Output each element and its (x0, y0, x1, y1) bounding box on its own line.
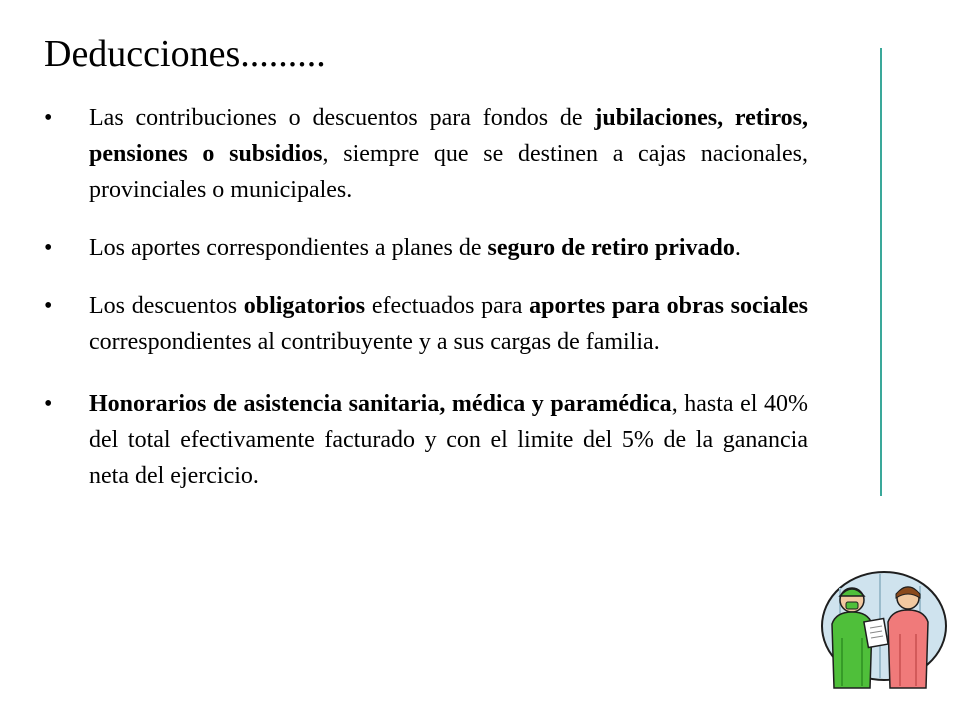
vertical-divider (880, 48, 882, 496)
bullet-item (44, 100, 808, 208)
bullet-text: Los aportes correspondientes a planes de seguro de retiro privado. (89, 235, 741, 261)
bullet-item (44, 288, 808, 360)
bullet-text: Los descuentos obligatorios efectuados para aportes para obras sociales correspondientes al contribuyente y a sus cargas de familia. (89, 293, 808, 355)
bullet-icon: • (44, 105, 53, 131)
bullet-item (44, 386, 808, 494)
slide-title: Deducciones......... (44, 33, 326, 75)
bullet-text: Las contribuciones o descuentos para fondos de jubilaciones, retiros, pensiones o subsidios, siempre que se destinen a cajas nacionales, provinciales o municipales. (89, 105, 809, 203)
bullet-text: Honorarios de asistencia sanitaria, médica y paramédica, hasta el 40% del total efectivamente facturado y con el limite del 5% de la ganancia neta del ejercicio. (89, 391, 809, 489)
bullet-icon: • (44, 293, 53, 319)
bullet-item (44, 230, 808, 266)
medical-staff-icon (810, 568, 950, 693)
bullet-icon: • (44, 235, 53, 261)
bullet-list (44, 100, 808, 516)
bullet-icon: • (44, 391, 53, 417)
